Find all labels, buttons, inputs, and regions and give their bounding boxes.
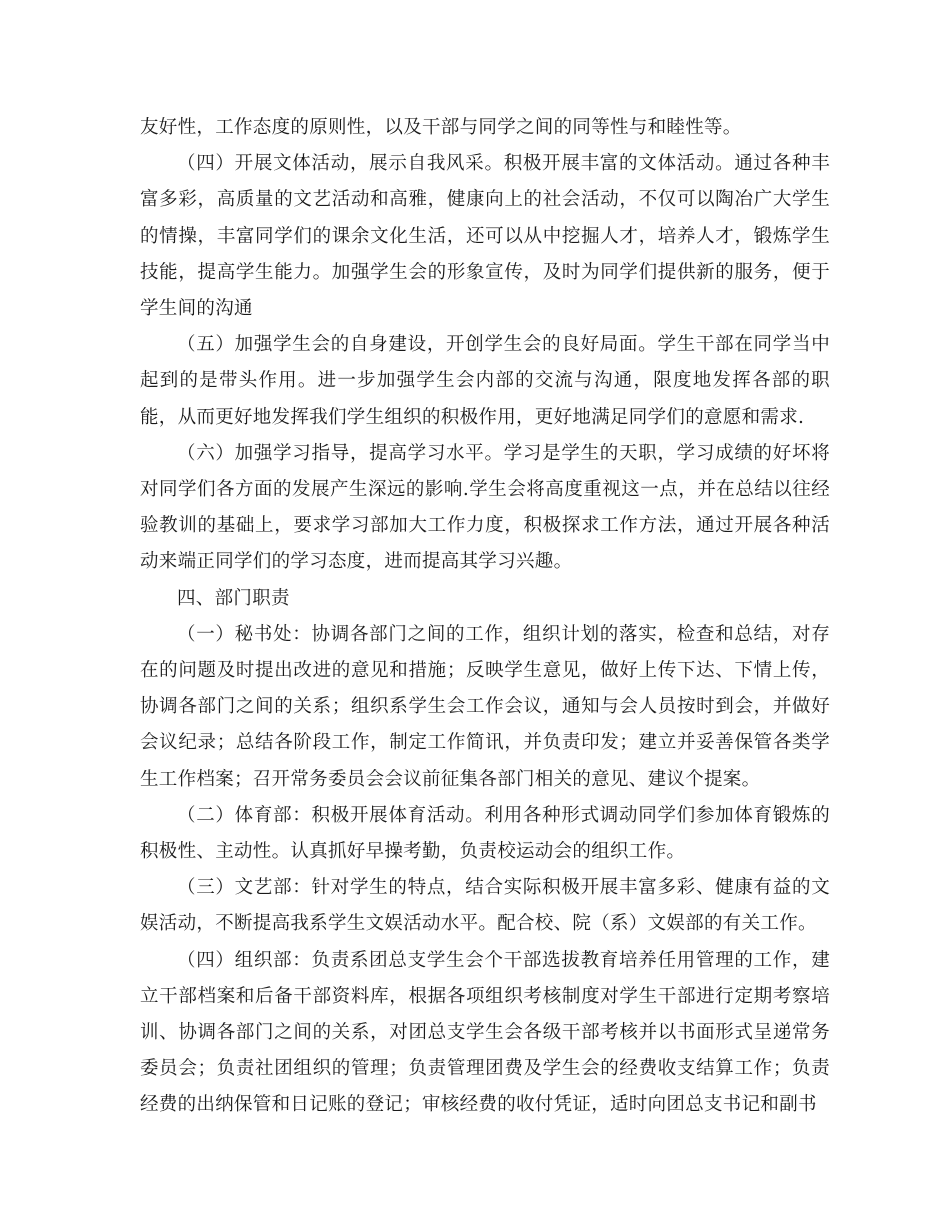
section-heading-department-duties: 四、部门职责 [177,587,290,609]
document-body [140,110,830,1124]
paragraph-study-guidance: （六）加强学习指导，提高学习水平。学习是学生的天职，学习成绩的好坏将对同学们各方面的发展产生深远的影响.学生会将高度重视这一点，并在总结以往经验教训的基础上，要求学习部加大工作力度，积极探求工作方法，通过开展各种活动来端正同学们的学习态度，进而提高其学习兴趣。 [140,442,830,573]
paragraph-self-building: （五）加强学生会的自身建设，开创学生会的良好局面。学生干部在同学当中起到的是带头作用。进一步加强学生会内部的交流与沟通，限度地发挥各部的职能，从而更好地发挥我们学生组织的积极作用，更好地满足同学们的意愿和需求. [140,334,830,428]
paragraph-secretariat: （一）秘书处：协调各部门之间的工作，组织计划的落实，检查和总结，对存在的问题及时提出改进的意见和措施；反映学生意见，做好上传下达、下情上传，协调各部门之间的关系；组织系学生会工作会议，通知与会人员按时到会，并做好会议纪录；总结各阶段工作，制定工作简讯，并负责印发；建立并妥善保管各类学生工作档案；召开常务委员会会议前征集各部门相关的意见、建议个提案。 [140,623,830,790]
paragraph-arts-department: （三）文艺部：针对学生的特点，结合实际积极开展丰富多彩、健康有益的文娱活动，不断提高我系学生文娱活动水平。配合校、院（系）文娱部的有关工作。 [140,877,830,935]
paragraph-organization-department: （四）组织部：负责系团总支学生会个干部选拔教育培养任用管理的工作，建立干部档案和后备干部资料库，根据各项组织考核制度对学生干部进行定期考察培训、协调各部门之间的关系，对团总支学生会各级干部考核并以书面形式呈递常务委员会；负责社团组织的管理；负责管理团费及学生会的经费收支结算工作；负责经费的出纳保管和日记账的登记；审核经费的收付凭证，适时向团总支书记和副书 [140,949,830,1116]
paragraph-continuation: 友好性，工作态度的原则性，以及干部与同学之间的同等性与和睦性等。 [140,117,742,138]
paragraph-sports-department: （二）体育部：积极开展体育活动。利用各种形式调动同学们参加体育锻炼的积极性、主动性。认真抓好早操考勤，负责校运动会的组织工作。 [140,804,830,863]
paragraph-cultural-activities: （四）开展文体活动，展示自我风采。积极开展丰富的文体活动。通过各种丰富多彩，高质量的文艺活动和高雅，健康向上的社会活动，不仅可以陶冶广大学生的情操，丰富同学们的课余文化生活，还可以从中挖掘人才，培养人才，锻炼学生技能，提高学生能力。加强学生会的形象宣传，及时为同学们提供新的服务，便于学生间的沟通 [140,153,830,320]
